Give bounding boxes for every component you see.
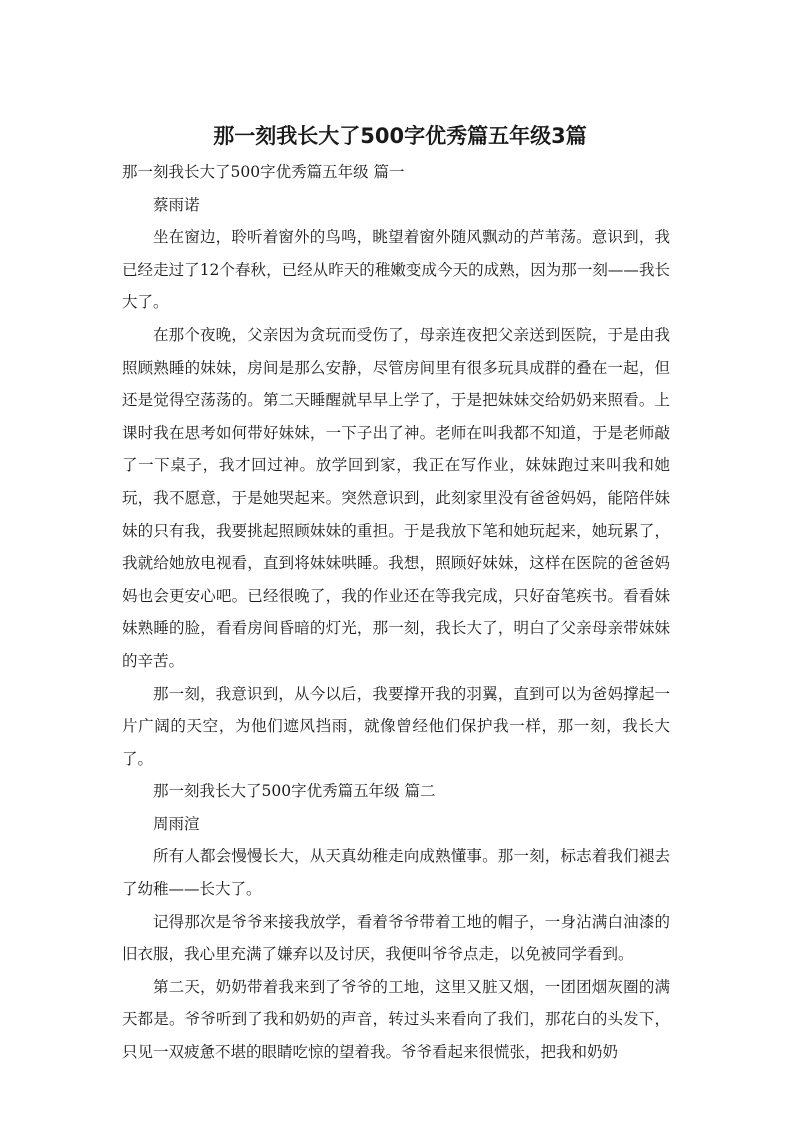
section-heading-1: 那一刻我长大了500字优秀篇五年级 篇一	[122, 163, 405, 181]
section-heading-2: 那一刻我长大了500字优秀篇五年级 篇二	[153, 782, 436, 801]
paragraph: 在那个夜晚，父亲因为贪玩而受伤了，母亲连夜把父亲送到医院，于是由我照顾熟睡的妹妹，房间是那么安静，尽管房间里有很多玩具成群的叠在一起，但还是觉得空荡荡的。第二天睡醒就早早上学了，于是把妹妹交给奶奶来照看。上课时我在思考如何带好妹妹，一下子出了神。老师在叫我都不知道，于是老师敲了一下桌子，我才回过神。放学回到家，我正在写作业，妹妹跑过来叫我和她玩，我不愿意，于是她哭起来。突然意识到，此刻家里没有爸爸妈妈，能陪伴妹妹的只有我，我要挑起照顾妹妹的重担。于是我放下笔和她玩起来，她玩累了，我就给她放电视看，直到将妹妹哄睡。我想，照顾好妹妹，这样在医院的爸爸妈妈也会更安心吧。已经很晚了，我的作业还在等我完成，只好奋笔疾书。看看妹妹熟睡的脸，看看房间昏暗的灯光，那一刻，我长大了，明白了父亲母亲带妹妹的辛苦。	[122, 325, 670, 670]
author-name-1: 蔡雨诺	[153, 195, 200, 214]
paragraph: 那一刻，我意识到，从今以后，我要撑开我的羽翼，直到可以为爸妈撑起一片广阔的天空，为他们遮风挡雨，就像曾经他们保护我一样，那一刻，我长大了。	[122, 684, 670, 768]
paragraph: 所有人都会慢慢长大，从天真幼稚走向成熟懂事。那一刻，标志着我们褪去了幼稚——长大了。	[122, 847, 670, 899]
author-name-2: 周雨渲	[153, 814, 200, 833]
paragraph: 记得那次是爷爷来接我放学，看着爷爷带着工地的帽子，一身沾满白油漆的旧衣服，我心里充满了嫌弃以及讨厌，我便叫爷爷点走，以免被同学看到。	[122, 912, 670, 964]
document-title: 那一刻我长大了500字优秀篇五年级3篇	[213, 124, 587, 148]
paragraph: 坐在窗边，聆听着窗外的鸟鸣，眺望着窗外随风飘动的芦苇荡。意识到，我已经走过了12个春秋，已经从昨天的稚嫩变成今天的成熟，因为那一刻——我长大了。	[122, 228, 670, 312]
document-body	[122, 156, 670, 1069]
paragraph: 第二天，奶奶带着我来到了爷爷的工地，这里又脏又烟，一团团烟灰圈的满天都是。爷爷听到了我和奶奶的声音，转过头来看向了我们，那花白的头发下，只见一双疲惫不堪的眼睛吃惊的望着我。爷爷看起来很慌张，把我和奶奶	[122, 977, 670, 1062]
